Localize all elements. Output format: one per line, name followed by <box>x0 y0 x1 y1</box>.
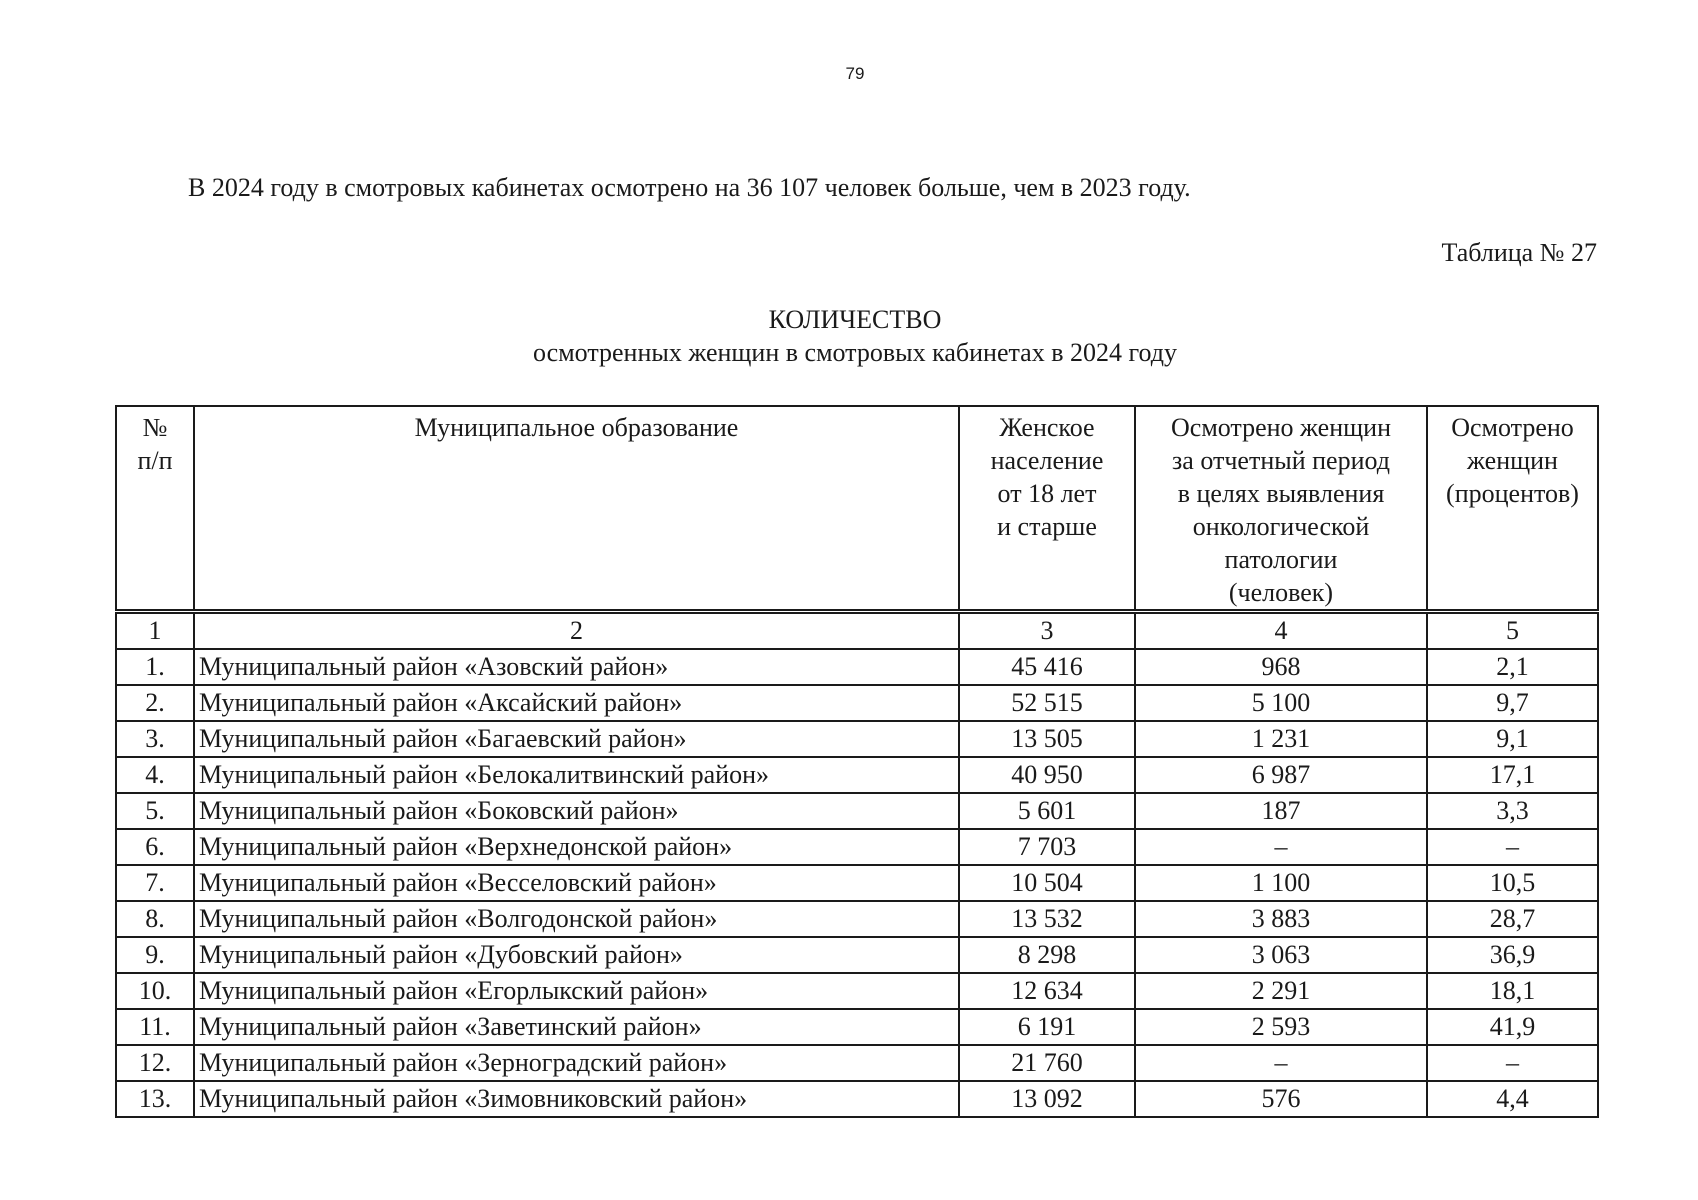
table-row <box>116 1045 1598 1081</box>
row-population: 45 416 <box>959 649 1135 685</box>
header-percent-line: Осмотрено <box>1451 413 1574 442</box>
row-percent: 4,4 <box>1427 1081 1598 1117</box>
header-population-line: Женское <box>999 413 1095 442</box>
row-number: 10. <box>116 973 194 1009</box>
row-number: 4. <box>116 757 194 793</box>
row-percent: – <box>1427 829 1598 865</box>
row-population: 8 298 <box>959 937 1135 973</box>
table-row <box>116 721 1598 757</box>
row-municipality: Муниципальный район «Дубовский район» <box>194 937 959 973</box>
table-row <box>116 937 1598 973</box>
row-examined: 1 100 <box>1135 865 1427 901</box>
row-examined: 187 <box>1135 793 1427 829</box>
row-municipality: Муниципальный район «Белокалитвинский район» <box>194 757 959 793</box>
row-municipality: Муниципальный район «Заветинский район» <box>194 1009 959 1045</box>
header-number-line2: п/п <box>137 446 173 475</box>
row-number: 13. <box>116 1081 194 1117</box>
header-percent-line: женщин <box>1467 446 1558 475</box>
column-number: 4 <box>1135 612 1427 650</box>
column-number: 3 <box>959 612 1135 650</box>
row-number: 12. <box>116 1045 194 1081</box>
row-percent: 28,7 <box>1427 901 1598 937</box>
header-population-line: от 18 лет <box>997 479 1097 508</box>
row-percent: 3,3 <box>1427 793 1598 829</box>
row-number: 5. <box>116 793 194 829</box>
row-examined: 968 <box>1135 649 1427 685</box>
row-population: 5 601 <box>959 793 1135 829</box>
header-row <box>116 406 1598 612</box>
header-population <box>959 406 1135 612</box>
table-row <box>116 793 1598 829</box>
table-row <box>116 973 1598 1009</box>
row-number: 9. <box>116 937 194 973</box>
header-examined <box>1135 406 1427 612</box>
table-row <box>116 649 1598 685</box>
row-percent: 9,7 <box>1427 685 1598 721</box>
header-population-line: и старше <box>997 512 1097 541</box>
row-population: 12 634 <box>959 973 1135 1009</box>
table-row <box>116 865 1598 901</box>
row-number: 8. <box>116 901 194 937</box>
row-municipality: Муниципальный район «Зерноградский район» <box>194 1045 959 1081</box>
row-municipality: Муниципальный район «Зимовниковский район» <box>194 1081 959 1117</box>
row-number: 11. <box>116 1009 194 1045</box>
header-percent-line: (процентов) <box>1446 479 1579 508</box>
row-municipality: Муниципальный район «Боковский район» <box>194 793 959 829</box>
row-examined: 2 291 <box>1135 973 1427 1009</box>
row-percent: 9,1 <box>1427 721 1598 757</box>
row-examined: 3 883 <box>1135 901 1427 937</box>
row-examined: – <box>1135 1045 1427 1081</box>
row-population: 13 532 <box>959 901 1135 937</box>
row-examined: – <box>1135 829 1427 865</box>
table-title-line1: КОЛИЧЕСТВО <box>768 305 942 334</box>
table-row <box>116 1009 1598 1045</box>
row-population: 6 191 <box>959 1009 1135 1045</box>
row-municipality: Муниципальный район «Багаевский район» <box>194 721 959 757</box>
row-municipality: Муниципальный район «Верхнедонской район» <box>194 829 959 865</box>
data-table <box>115 405 1599 1118</box>
row-population: 21 760 <box>959 1045 1135 1081</box>
row-examined: 576 <box>1135 1081 1427 1117</box>
header-municipality: Муниципальное образование <box>194 406 959 612</box>
table-row <box>116 757 1598 793</box>
column-number: 2 <box>194 612 959 650</box>
header-examined-line: за отчетный период <box>1172 446 1390 475</box>
row-percent: 2,1 <box>1427 649 1598 685</box>
table-number: Таблица № 27 <box>1441 238 1597 267</box>
row-population: 7 703 <box>959 829 1135 865</box>
row-municipality: Муниципальный район «Егорлыкский район» <box>194 973 959 1009</box>
row-percent: 41,9 <box>1427 1009 1598 1045</box>
header-examined-line: (человек) <box>1228 578 1334 607</box>
row-percent: 10,5 <box>1427 865 1598 901</box>
table-row <box>116 685 1598 721</box>
row-municipality: Муниципальный район «Азовский район» <box>194 649 959 685</box>
row-population: 52 515 <box>959 685 1135 721</box>
header-number <box>116 406 194 612</box>
header-population-line: население <box>990 446 1104 475</box>
table-body <box>116 612 1598 1118</box>
row-population: 13 505 <box>959 721 1135 757</box>
row-percent: 36,9 <box>1427 937 1598 973</box>
row-examined: 6 987 <box>1135 757 1427 793</box>
row-examined: 1 231 <box>1135 721 1427 757</box>
column-number: 5 <box>1427 612 1598 650</box>
header-examined-line: патологии <box>1224 545 1338 574</box>
row-percent: 18,1 <box>1427 973 1598 1009</box>
row-municipality: Муниципальный район «Весселовский район» <box>194 865 959 901</box>
row-examined: 2 593 <box>1135 1009 1427 1045</box>
header-examined-line: в целях выявления <box>1177 479 1385 508</box>
table-title <box>0 303 1698 369</box>
page-number: 79 <box>845 64 865 83</box>
table-row <box>116 901 1598 937</box>
column-number-row <box>116 612 1598 650</box>
row-examined: 3 063 <box>1135 937 1427 973</box>
row-municipality: Муниципальный район «Волгодонской район» <box>194 901 959 937</box>
row-number: 6. <box>116 829 194 865</box>
table-row <box>116 1081 1598 1117</box>
row-population: 13 092 <box>959 1081 1135 1117</box>
row-percent: 17,1 <box>1427 757 1598 793</box>
row-population: 40 950 <box>959 757 1135 793</box>
column-number: 1 <box>116 612 194 650</box>
row-number: 3. <box>116 721 194 757</box>
intro-paragraph: В 2024 году в смотровых кабинетах осмотрено на 36 107 человек больше, чем в 2023 году. <box>188 173 1191 202</box>
row-municipality: Муниципальный район «Аксайский район» <box>194 685 959 721</box>
header-examined-line: онкологической <box>1192 512 1370 541</box>
header-number-line1: № <box>142 413 168 442</box>
row-percent: – <box>1427 1045 1598 1081</box>
header-examined-line: Осмотрено женщин <box>1171 413 1391 442</box>
row-examined: 5 100 <box>1135 685 1427 721</box>
row-number: 2. <box>116 685 194 721</box>
table-row <box>116 829 1598 865</box>
table-title-line2: осмотренных женщин в смотровых кабинетах в 2024 году <box>533 338 1177 367</box>
table-header <box>116 406 1598 612</box>
header-percent <box>1427 406 1598 612</box>
row-population: 10 504 <box>959 865 1135 901</box>
row-number: 1. <box>116 649 194 685</box>
row-number: 7. <box>116 865 194 901</box>
